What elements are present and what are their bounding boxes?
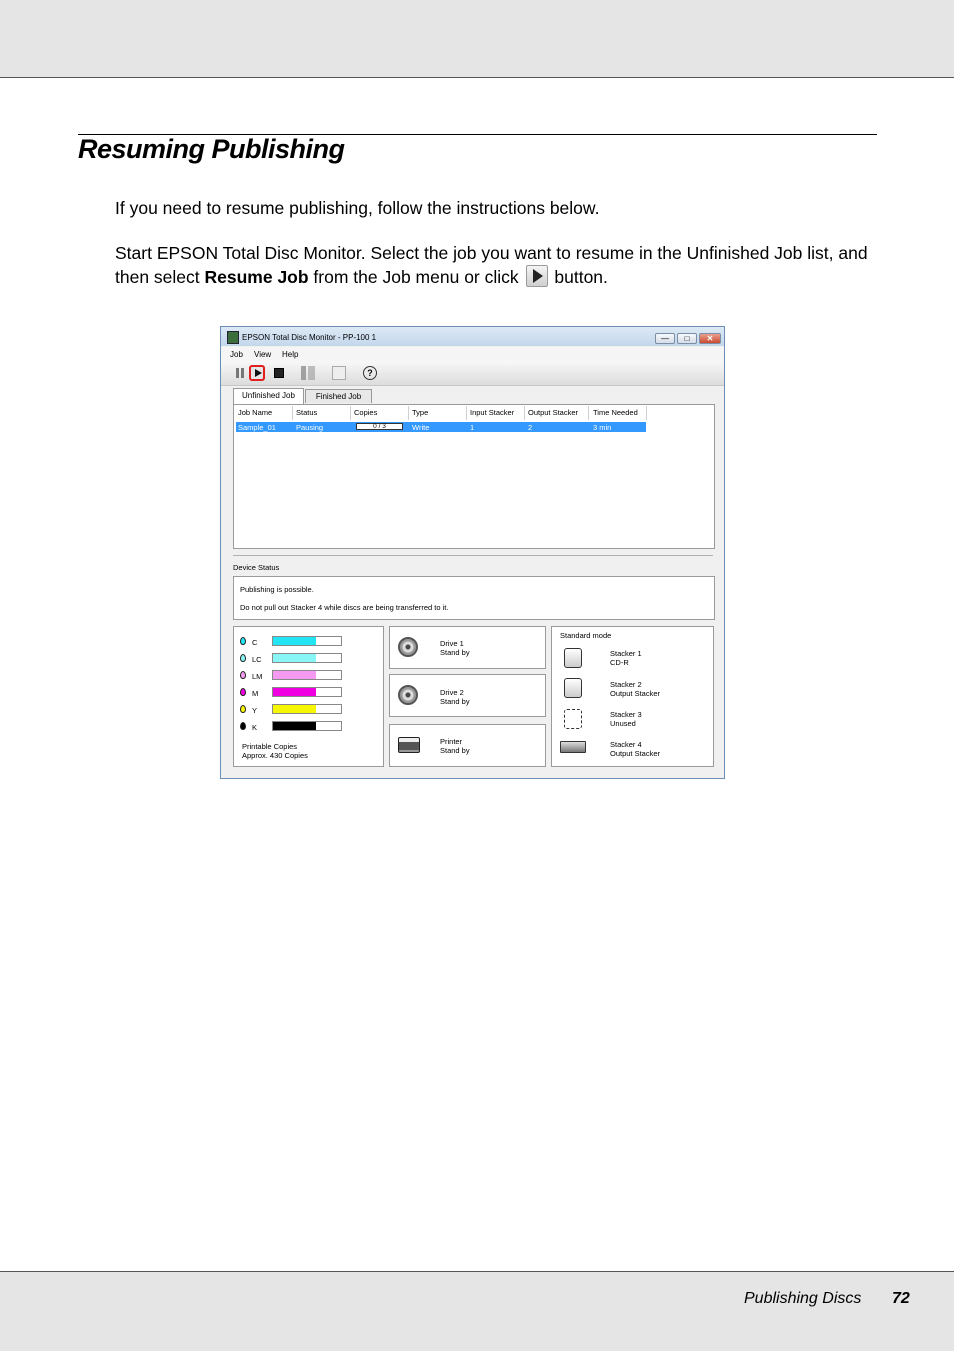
job-list: [233, 404, 715, 549]
resume-icon[interactable]: [249, 365, 265, 381]
printer-status: Stand by: [440, 746, 470, 755]
ink-drop-icon: [240, 688, 246, 696]
drive-name: Drive 2: [440, 688, 464, 697]
output-tray-icon: [560, 741, 586, 753]
ink-drop-icon: [240, 654, 246, 662]
section-title: Resuming Publishing: [78, 134, 345, 164]
help-icon[interactable]: ?: [363, 366, 377, 380]
ink-drop-icon: [240, 705, 246, 713]
ink-name: Y: [252, 706, 258, 715]
printer-name: Printer: [440, 737, 463, 746]
ink-level-fill: [273, 637, 316, 645]
ink-name: C: [252, 638, 258, 647]
intro-paragraph: If you need to resume publishing, follow the instructions below.: [115, 198, 600, 218]
col-input-stacker[interactable]: Input Stacker: [470, 408, 515, 417]
ink-name: LC: [252, 655, 262, 664]
minimize-button[interactable]: —: [655, 333, 675, 344]
cell-copies-progress: 0 / 3: [356, 423, 403, 430]
ink-drop-icon: [240, 671, 246, 679]
stacker-role: CD-R: [610, 658, 629, 667]
menu-help[interactable]: Help: [282, 350, 299, 359]
printable-copies-value: Approx. 430 Copies: [242, 751, 308, 760]
step-text-pre: Start EPSON Total Disc Monitor. Select the job you want to resume in the Unfinished Job list, and then select: [115, 243, 868, 287]
step-text-post: button.: [549, 267, 608, 287]
menu-view[interactable]: View: [254, 350, 272, 359]
ink-level-fill: [273, 705, 316, 713]
col-status[interactable]: Status: [296, 408, 318, 417]
printer-icon: [398, 737, 420, 753]
mode-label: Standard mode: [560, 631, 612, 640]
col-separator: [646, 406, 647, 420]
col-copies[interactable]: Copies: [354, 408, 378, 417]
ink-level-bar: [272, 653, 342, 663]
stacker-panel: [551, 626, 714, 767]
stacker-name: Stacker 1: [610, 649, 642, 658]
device-status-box: [233, 576, 715, 620]
ink-row-lm: [240, 670, 350, 682]
tab-finished-job[interactable]: Finished Job: [305, 389, 372, 403]
ink-level-fill: [273, 722, 316, 730]
ink-row-y: [240, 704, 350, 716]
footer-page-number: 72: [892, 1290, 910, 1307]
drive-status: Stand by: [440, 697, 470, 706]
disc-drive-icon: [398, 637, 418, 657]
col-separator: [466, 406, 467, 420]
disc-monitor-window: [220, 326, 725, 779]
ink-level-bar: [272, 636, 342, 646]
cell-input-stacker: 1: [470, 423, 475, 432]
ink-drop-icon: [240, 722, 246, 730]
stacker-icon: [564, 648, 582, 668]
resume-play-icon: [526, 265, 548, 287]
col-type[interactable]: Type: [412, 408, 429, 417]
col-separator: [408, 406, 409, 420]
resume-job-label: Resume Job: [204, 267, 309, 287]
tab-unfinished-job[interactable]: Unfinished Job: [233, 388, 304, 404]
printer-panel: [389, 724, 546, 767]
stacker-empty-icon: [564, 709, 582, 729]
ink-name: LM: [252, 672, 263, 681]
disc-drive-icon: [398, 685, 418, 705]
ink-level-fill: [273, 688, 316, 696]
stop-icon[interactable]: [272, 366, 286, 380]
cell-output-stacker: 2: [528, 423, 533, 432]
stacker-name: Stacker 2: [610, 680, 642, 689]
stacker-role: Unused: [610, 719, 636, 728]
status-message: Publishing is possible.: [240, 585, 314, 594]
col-time-needed[interactable]: Time Needed: [593, 408, 638, 417]
window-title: EPSON Total Disc Monitor - PP-100 1: [242, 333, 377, 342]
col-separator: [588, 406, 589, 420]
page-footer-band: [0, 1271, 954, 1351]
ink-level-bar: [272, 687, 342, 697]
export-icon[interactable]: [332, 366, 346, 380]
stacker-name: Stacker 3: [610, 710, 642, 719]
ink-name: M: [252, 689, 259, 698]
page-header-band: [0, 0, 954, 78]
drive-name: Drive 1: [440, 639, 464, 648]
col-separator: [524, 406, 525, 420]
col-job-name[interactable]: Job Name: [238, 408, 273, 417]
step-text-mid: from the Job menu or click: [308, 267, 524, 287]
ink-row-lc: [240, 653, 350, 665]
footer-chapter-title: Publishing Discs: [744, 1290, 862, 1307]
cell-type: Write: [412, 423, 430, 432]
ink-level-fill: [273, 671, 316, 679]
cell-time-needed: 3 min: [593, 423, 612, 432]
drive-2-panel: [389, 674, 546, 717]
app-icon: [227, 331, 239, 344]
window-titlebar: [221, 327, 724, 346]
ink-level-bar: [272, 670, 342, 680]
ink-level-bar: [272, 721, 342, 731]
col-output-stacker[interactable]: Output Stacker: [528, 408, 579, 417]
divider: [233, 555, 713, 556]
menu-job[interactable]: Job: [230, 350, 243, 359]
step-paragraph: [115, 242, 885, 289]
stacker-role: Output Stacker: [610, 749, 661, 758]
toolbar: [221, 361, 724, 386]
ink-level-fill: [273, 654, 316, 662]
drive-1-panel: [389, 626, 546, 669]
ink-row-c: [240, 636, 350, 648]
ink-row-m: [240, 687, 350, 699]
close-button[interactable]: ✕: [699, 333, 721, 344]
ink-name: K: [252, 723, 258, 732]
ink-panel: [233, 626, 384, 767]
pause-icon[interactable]: [234, 366, 248, 380]
drive-status: Stand by: [440, 648, 470, 657]
table-row[interactable]: [236, 422, 646, 432]
status-message: Do not pull out Stacker 4 while discs are being transferred to it.: [240, 603, 449, 612]
maximize-button[interactable]: □: [677, 333, 697, 344]
ink-level-bar: [272, 704, 342, 714]
col-separator: [292, 406, 293, 420]
stacker-icon: [564, 678, 582, 698]
cell-status: Pausing: [296, 423, 324, 432]
cell-job-name: Sample_01: [238, 423, 276, 432]
stacker-name: Stacker 4: [610, 740, 642, 749]
move-job-icon[interactable]: [301, 366, 315, 380]
printable-copies-label: Printable Copies: [242, 742, 298, 751]
ink-row-k: [240, 721, 350, 733]
menu-bar: [221, 347, 724, 361]
ink-drop-icon: [240, 637, 246, 645]
device-status-label: Device Status: [233, 563, 280, 572]
col-separator: [350, 406, 351, 420]
stacker-role: Output Stacker: [610, 689, 661, 698]
